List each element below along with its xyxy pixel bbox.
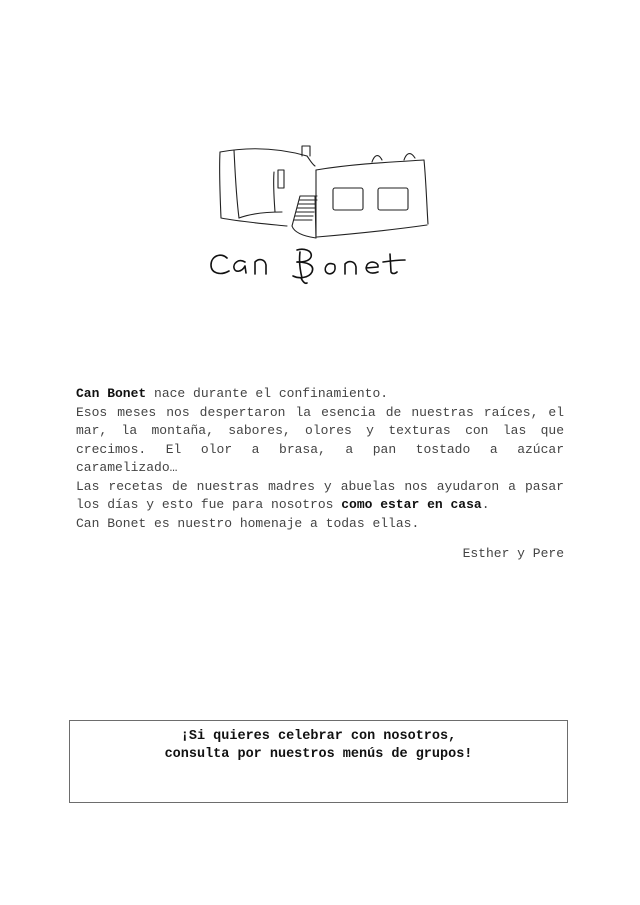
promo-line-2: consulta por nuestros menús de grupos! (164, 747, 473, 762)
promo-line-1: ¡Si quieres celebrar con nosotros, (180, 729, 457, 744)
brand-name: Can Bonet (76, 386, 147, 401)
intro-paragraph-1: Can Bonet nace durante el confinamiento. (76, 386, 389, 401)
group-menu-promo-box (69, 720, 568, 803)
house-sketch-icon (212, 140, 437, 245)
intro-paragraph-3: Las recetas de nuestras madres y abuelas nos ayudaron a pasar los días y esto fue para nosotros como estar en casa. (76, 478, 564, 512)
intro-paragraph-4: Can Bonet es nuestro homenaje a todas ellas. (76, 515, 420, 531)
emphasis-text: como estar en casa (341, 497, 482, 512)
intro-text (76, 385, 564, 533)
signature: Esther y Pere (462, 546, 564, 561)
brand-wordmark (205, 238, 430, 288)
intro-paragraph-2: Esos meses nos despertaron la esencia de nuestras raíces, el mar, la montaña, sabores, olores y texturas con las que crecimos. El olor a brasa, a pan tostado a azúcar caramelizado… (76, 404, 564, 475)
